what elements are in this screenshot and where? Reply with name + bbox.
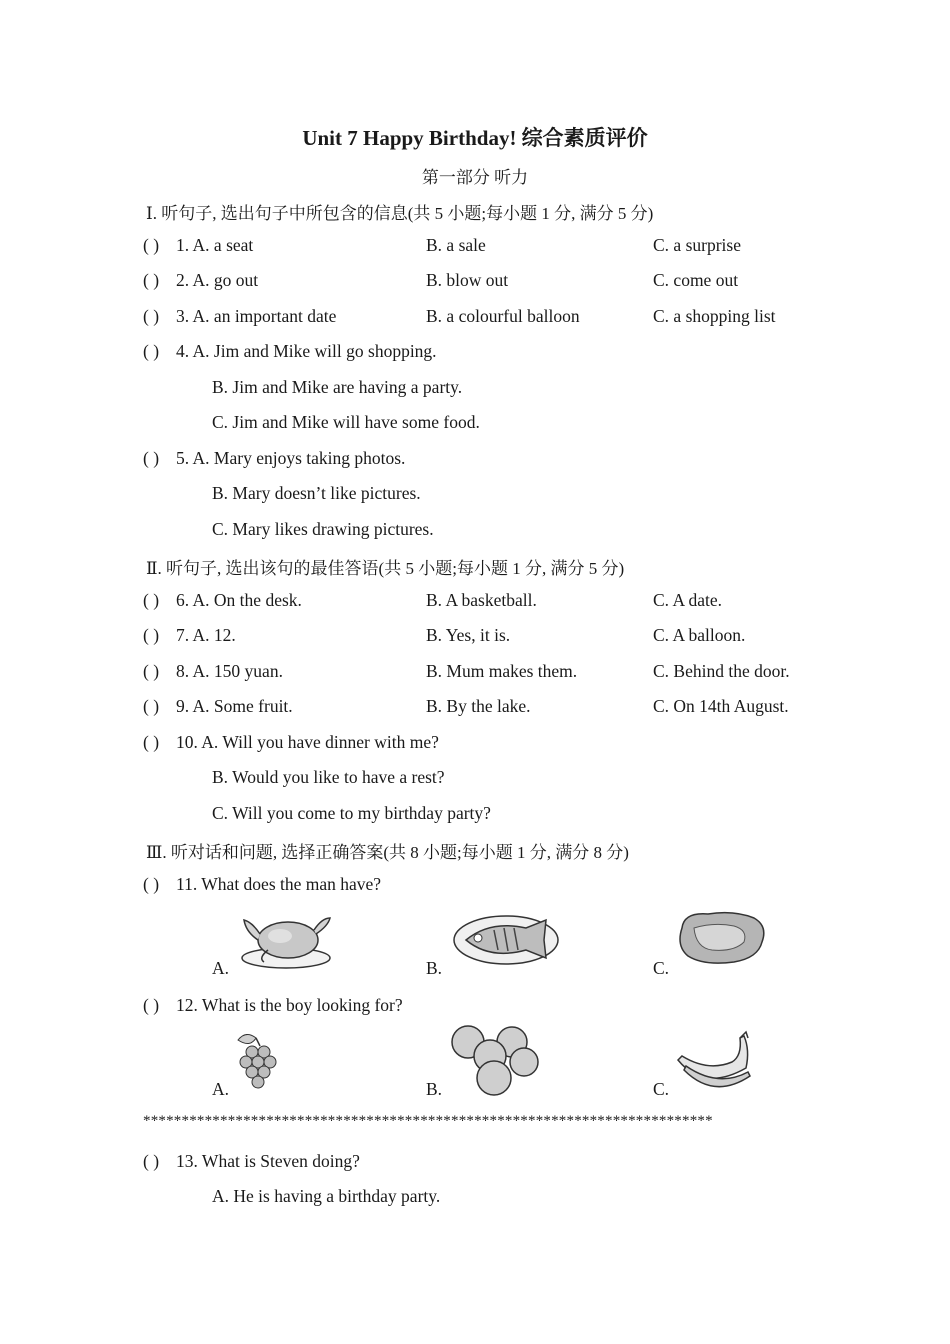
q8-option-a: 8. A. 150 yuan. <box>176 661 283 681</box>
q7-option-a: 7. A. 12. <box>176 625 236 645</box>
q6-option-c: C. A date. <box>653 590 723 610</box>
q4-option-c: C. Jim and Mike will have some food. <box>212 412 480 432</box>
q10-option-b: B. Would you like to have a rest? <box>212 767 445 787</box>
q12-stem: 12. What is the boy looking for? <box>176 995 403 1015</box>
q11-label-a: A. <box>212 958 230 978</box>
q12-label-c: C. <box>653 1079 670 1099</box>
q2-option-c: C. come out <box>653 270 739 290</box>
answer-blank[interactable]: ( ) <box>143 874 160 894</box>
section-1-heading: Ⅰ. 听句子, 选出句子中所包含的信息(共 5 小题;每小题 1 分, 满分 5 分) <box>146 204 654 223</box>
q9-option-a: 9. A. Some fruit. <box>176 696 293 716</box>
q9-option-b: B. By the lake. <box>426 696 531 716</box>
q2-option-b: B. blow out <box>426 270 509 290</box>
q10-option-c: C. Will you come to my birthday party? <box>212 803 491 823</box>
oranges-icon[interactable] <box>448 1024 542 1096</box>
answer-blank[interactable]: ( ) <box>143 696 160 716</box>
part-heading: 第一部分 听力 <box>421 168 529 187</box>
q13-option-a: A. He is having a birthday party. <box>212 1186 441 1206</box>
q1-option-c: C. a surprise <box>653 235 741 255</box>
q11-label-c: C. <box>653 958 670 978</box>
answer-blank[interactable]: ( ) <box>143 1151 160 1171</box>
q3-option-a: 3. A. an important date <box>176 306 337 326</box>
q7-option-c: C. A balloon. <box>653 625 746 645</box>
q6-option-b: B. A basketball. <box>426 590 537 610</box>
q5-option-a: 5. A. Mary enjoys taking photos. <box>176 448 406 468</box>
divider-line: ************************************************************************** <box>143 1113 713 1129</box>
q9-option-c: C. On 14th August. <box>653 696 789 716</box>
steak-icon[interactable] <box>674 908 770 968</box>
q11-label-b: B. <box>426 958 443 978</box>
section-3-heading: Ⅲ. 听对话和问题, 选择正确答案(共 8 小题;每小题 1 分, 满分 8 分) <box>146 843 629 862</box>
q10-option-a: 10. A. Will you have dinner with me? <box>176 732 439 752</box>
q13-stem: 13. What is Steven doing? <box>176 1151 360 1171</box>
answer-blank[interactable]: ( ) <box>143 341 160 361</box>
answer-blank[interactable]: ( ) <box>143 732 160 752</box>
q11-stem: 11. What does the man have? <box>176 874 382 894</box>
q5-option-c: C. Mary likes drawing pictures. <box>212 519 434 539</box>
page-title: Unit 7 Happy Birthday! 综合素质评价 <box>302 126 648 150</box>
q1-option-a: 1. A. a seat <box>176 235 254 255</box>
answer-blank[interactable]: ( ) <box>143 625 160 645</box>
answer-blank[interactable]: ( ) <box>143 661 160 681</box>
q4-option-a: 4. A. Jim and Mike will go shopping. <box>176 341 437 361</box>
q3-option-b: B. a colourful balloon <box>426 306 580 326</box>
answer-blank[interactable]: ( ) <box>143 306 160 326</box>
q6-option-a: 6. A. On the desk. <box>176 590 302 610</box>
answer-blank[interactable]: ( ) <box>143 995 160 1015</box>
q12-label-a: A. <box>212 1079 230 1099</box>
q1-option-b: B. a sale <box>426 235 486 255</box>
answer-blank[interactable]: ( ) <box>143 235 160 255</box>
q8-option-c: C. Behind the door. <box>653 661 790 681</box>
answer-blank[interactable]: ( ) <box>143 590 160 610</box>
grapes-icon[interactable] <box>232 1030 282 1092</box>
q8-option-b: B. Mum makes them. <box>426 661 578 681</box>
bananas-icon[interactable] <box>674 1030 756 1094</box>
q3-option-c: C. a shopping list <box>653 306 776 326</box>
q12-label-b: B. <box>426 1079 443 1099</box>
answer-blank[interactable]: ( ) <box>143 270 160 290</box>
q5-option-b: B. Mary doesn’t like pictures. <box>212 483 421 503</box>
answer-blank[interactable]: ( ) <box>143 448 160 468</box>
fish-on-plate-icon[interactable] <box>450 910 570 970</box>
q4-option-b: B. Jim and Mike are having a party. <box>212 377 463 397</box>
roast-chicken-icon[interactable] <box>238 910 334 972</box>
q7-option-b: B. Yes, it is. <box>426 625 511 645</box>
section-2-heading: Ⅱ. 听句子, 选出该句的最佳答语(共 5 小题;每小题 1 分, 满分 5 分) <box>146 559 625 578</box>
q2-option-a: 2. A. go out <box>176 270 259 290</box>
